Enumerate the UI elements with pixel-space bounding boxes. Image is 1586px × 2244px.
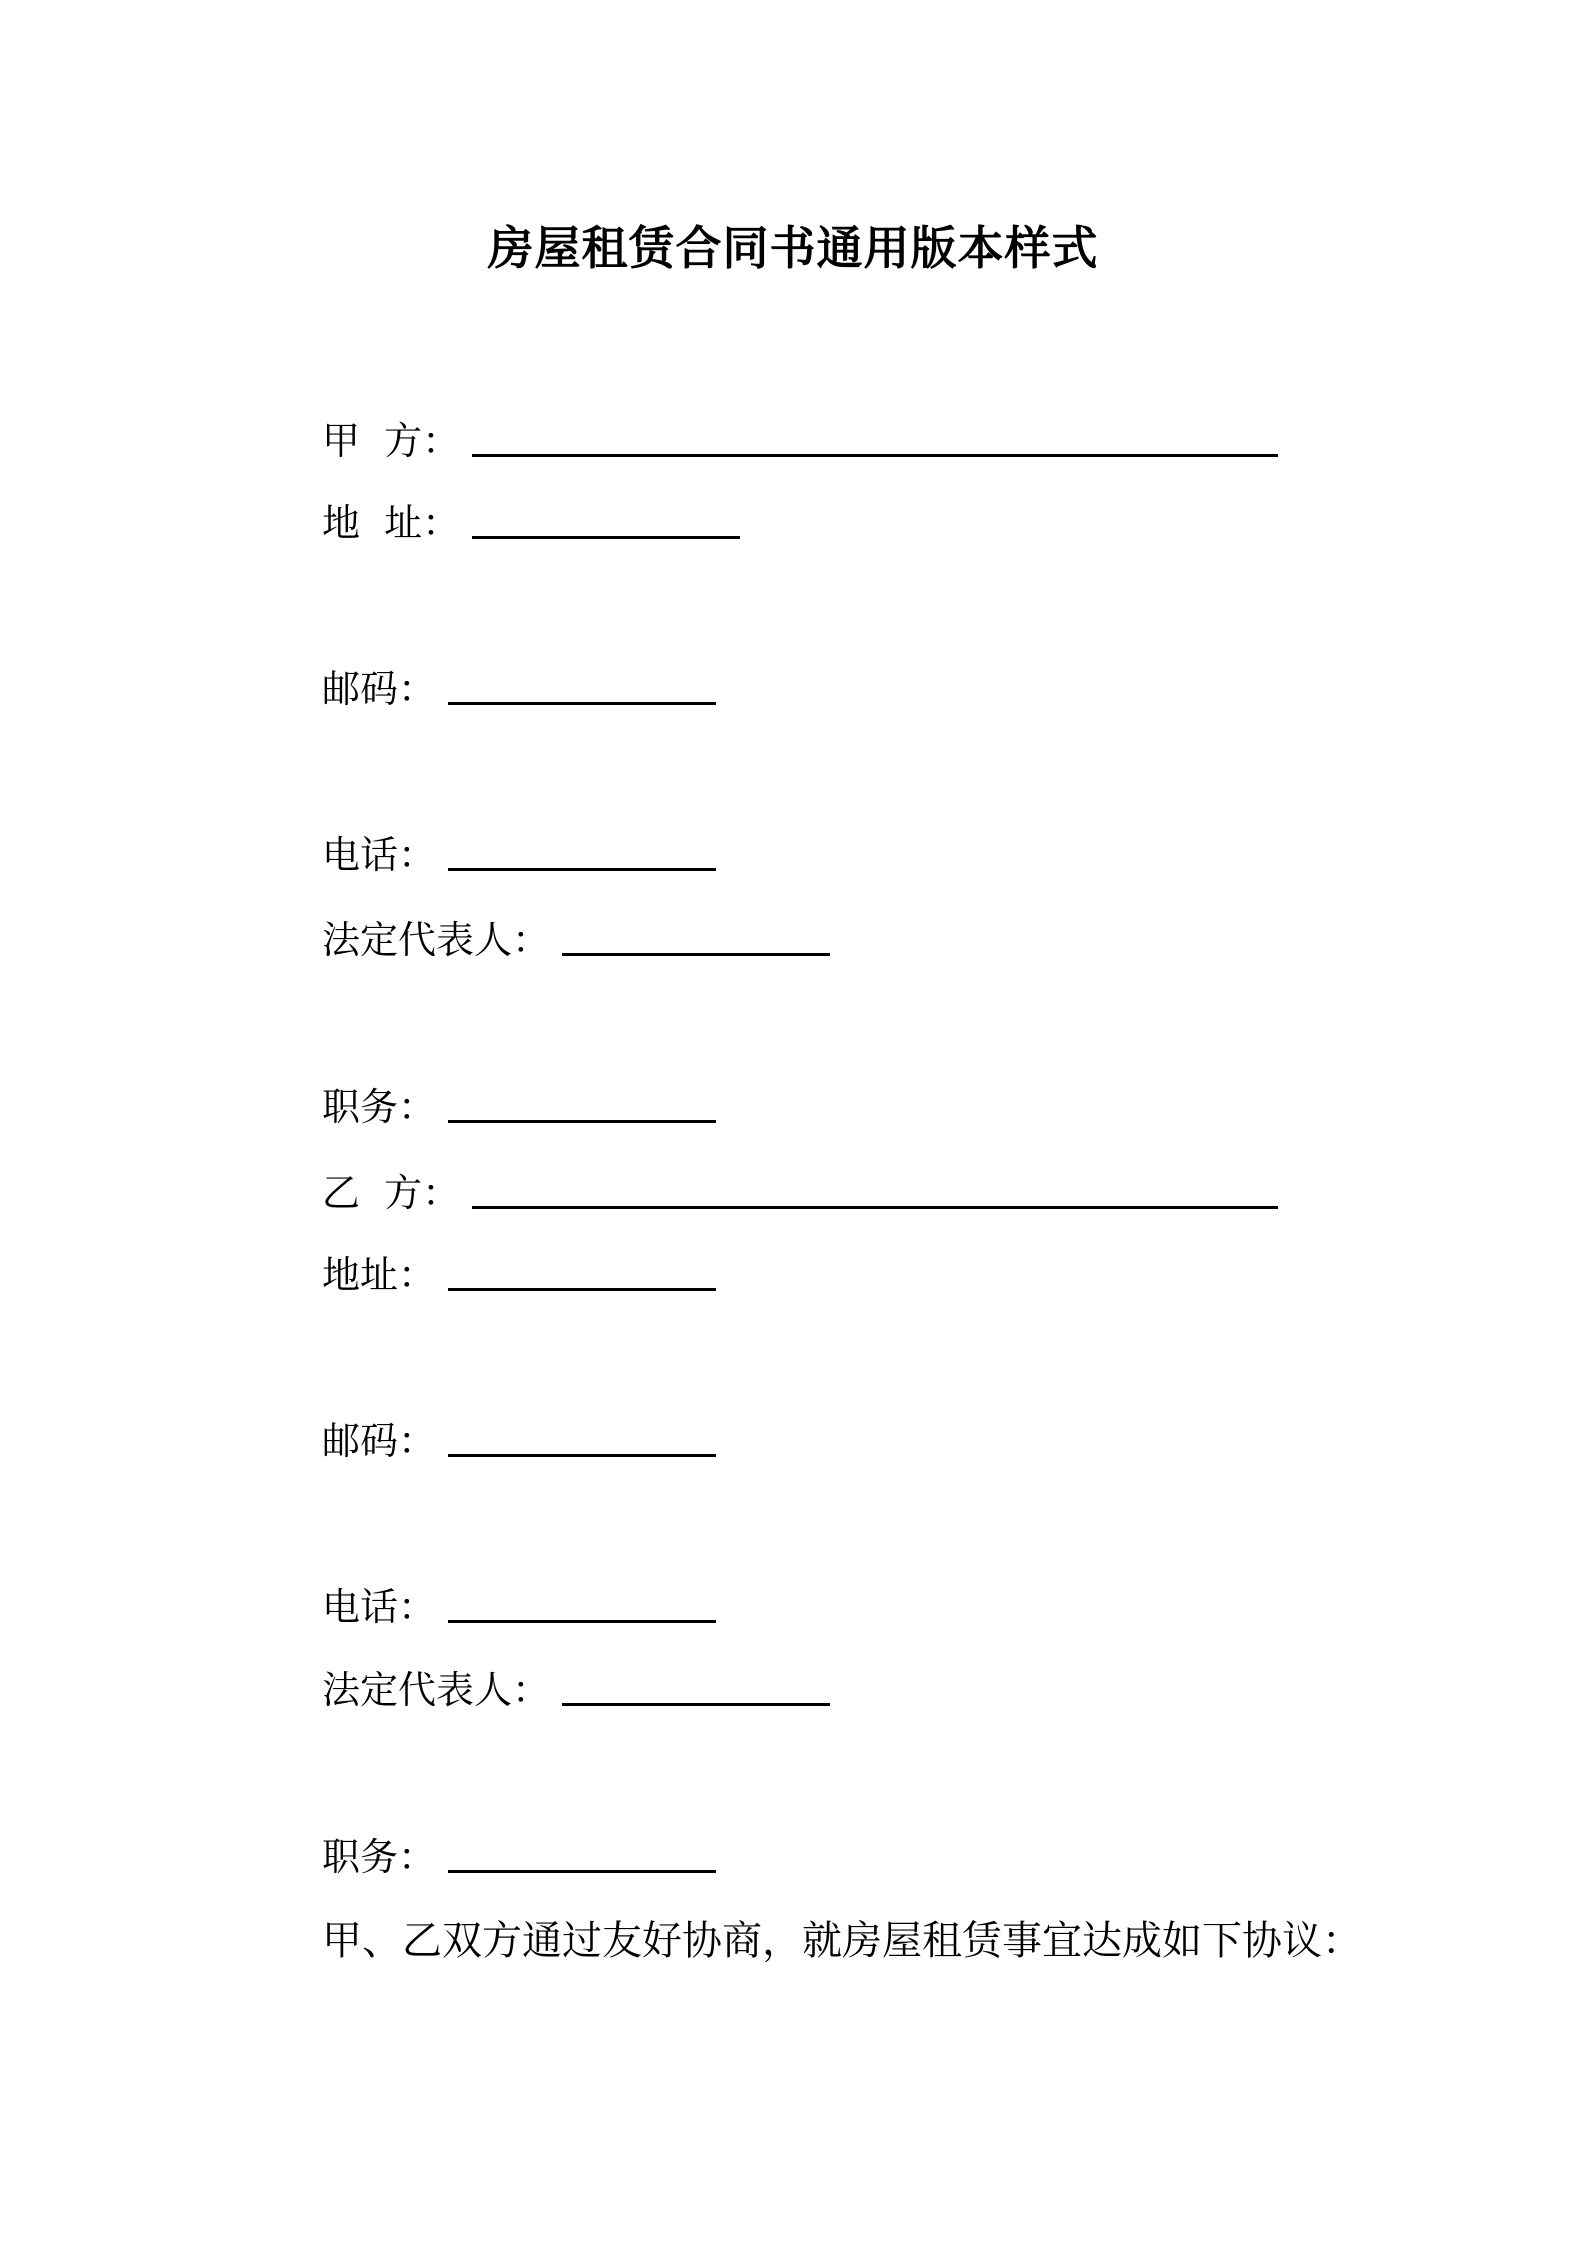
party-b-postcode-blank[interactable] xyxy=(448,1416,716,1457)
agreement-statement: 甲、乙双方通过友好协商，就房屋租赁事宜达成如下协议： xyxy=(322,1918,1362,1964)
party-b-postcode-field xyxy=(322,1416,716,1466)
document-title: 房屋租赁合同书通用版本样式 xyxy=(487,221,1099,275)
party-a-legal-rep-field xyxy=(322,915,830,965)
party-a-address-blank[interactable] xyxy=(472,498,740,539)
party-a-name-field xyxy=(322,416,1278,466)
party-b-postcode-label: 邮码： xyxy=(322,1419,437,1463)
party-a-address-field xyxy=(322,498,740,548)
party-b-legal-rep-blank[interactable] xyxy=(562,1665,830,1706)
party-b-position-blank[interactable] xyxy=(448,1832,716,1873)
party-b-address-field xyxy=(322,1250,716,1300)
party-b-address-label: 地址： xyxy=(322,1253,437,1297)
party-a-phone-field xyxy=(322,830,716,880)
party-b-legal-rep-field xyxy=(322,1665,830,1715)
party-a-position-blank[interactable] xyxy=(448,1082,716,1123)
party-b-phone-label: 电话： xyxy=(322,1585,437,1629)
party-a-postcode-field xyxy=(322,664,716,714)
party-a-legal-rep-label: 法定代表人： xyxy=(322,918,551,962)
party-b-phone-field xyxy=(322,1582,716,1632)
party-a-phone-label: 电话： xyxy=(322,833,437,877)
party-a-phone-blank[interactable] xyxy=(448,830,716,871)
party-b-address-blank[interactable] xyxy=(448,1250,716,1291)
party-a-position-field xyxy=(322,1082,716,1132)
party-a-position-label: 职务： xyxy=(322,1085,437,1129)
party-a-postcode-label: 邮码： xyxy=(322,667,437,711)
party-a-address-label: 地 址： xyxy=(322,501,461,545)
party-a-postcode-blank[interactable] xyxy=(448,664,716,705)
party-b-legal-rep-label: 法定代表人： xyxy=(322,1668,551,1712)
party-a-name-label: 甲 方： xyxy=(322,419,461,463)
party-a-legal-rep-blank[interactable] xyxy=(562,915,830,956)
party-b-name-label: 乙 方： xyxy=(322,1171,461,1215)
party-b-name-blank[interactable] xyxy=(472,1168,1278,1209)
party-b-name-field xyxy=(322,1168,1278,1218)
party-b-position-field xyxy=(322,1832,716,1882)
party-b-position-label: 职务： xyxy=(322,1835,437,1879)
party-a-name-blank[interactable] xyxy=(472,416,1278,457)
party-b-phone-blank[interactable] xyxy=(448,1582,716,1623)
